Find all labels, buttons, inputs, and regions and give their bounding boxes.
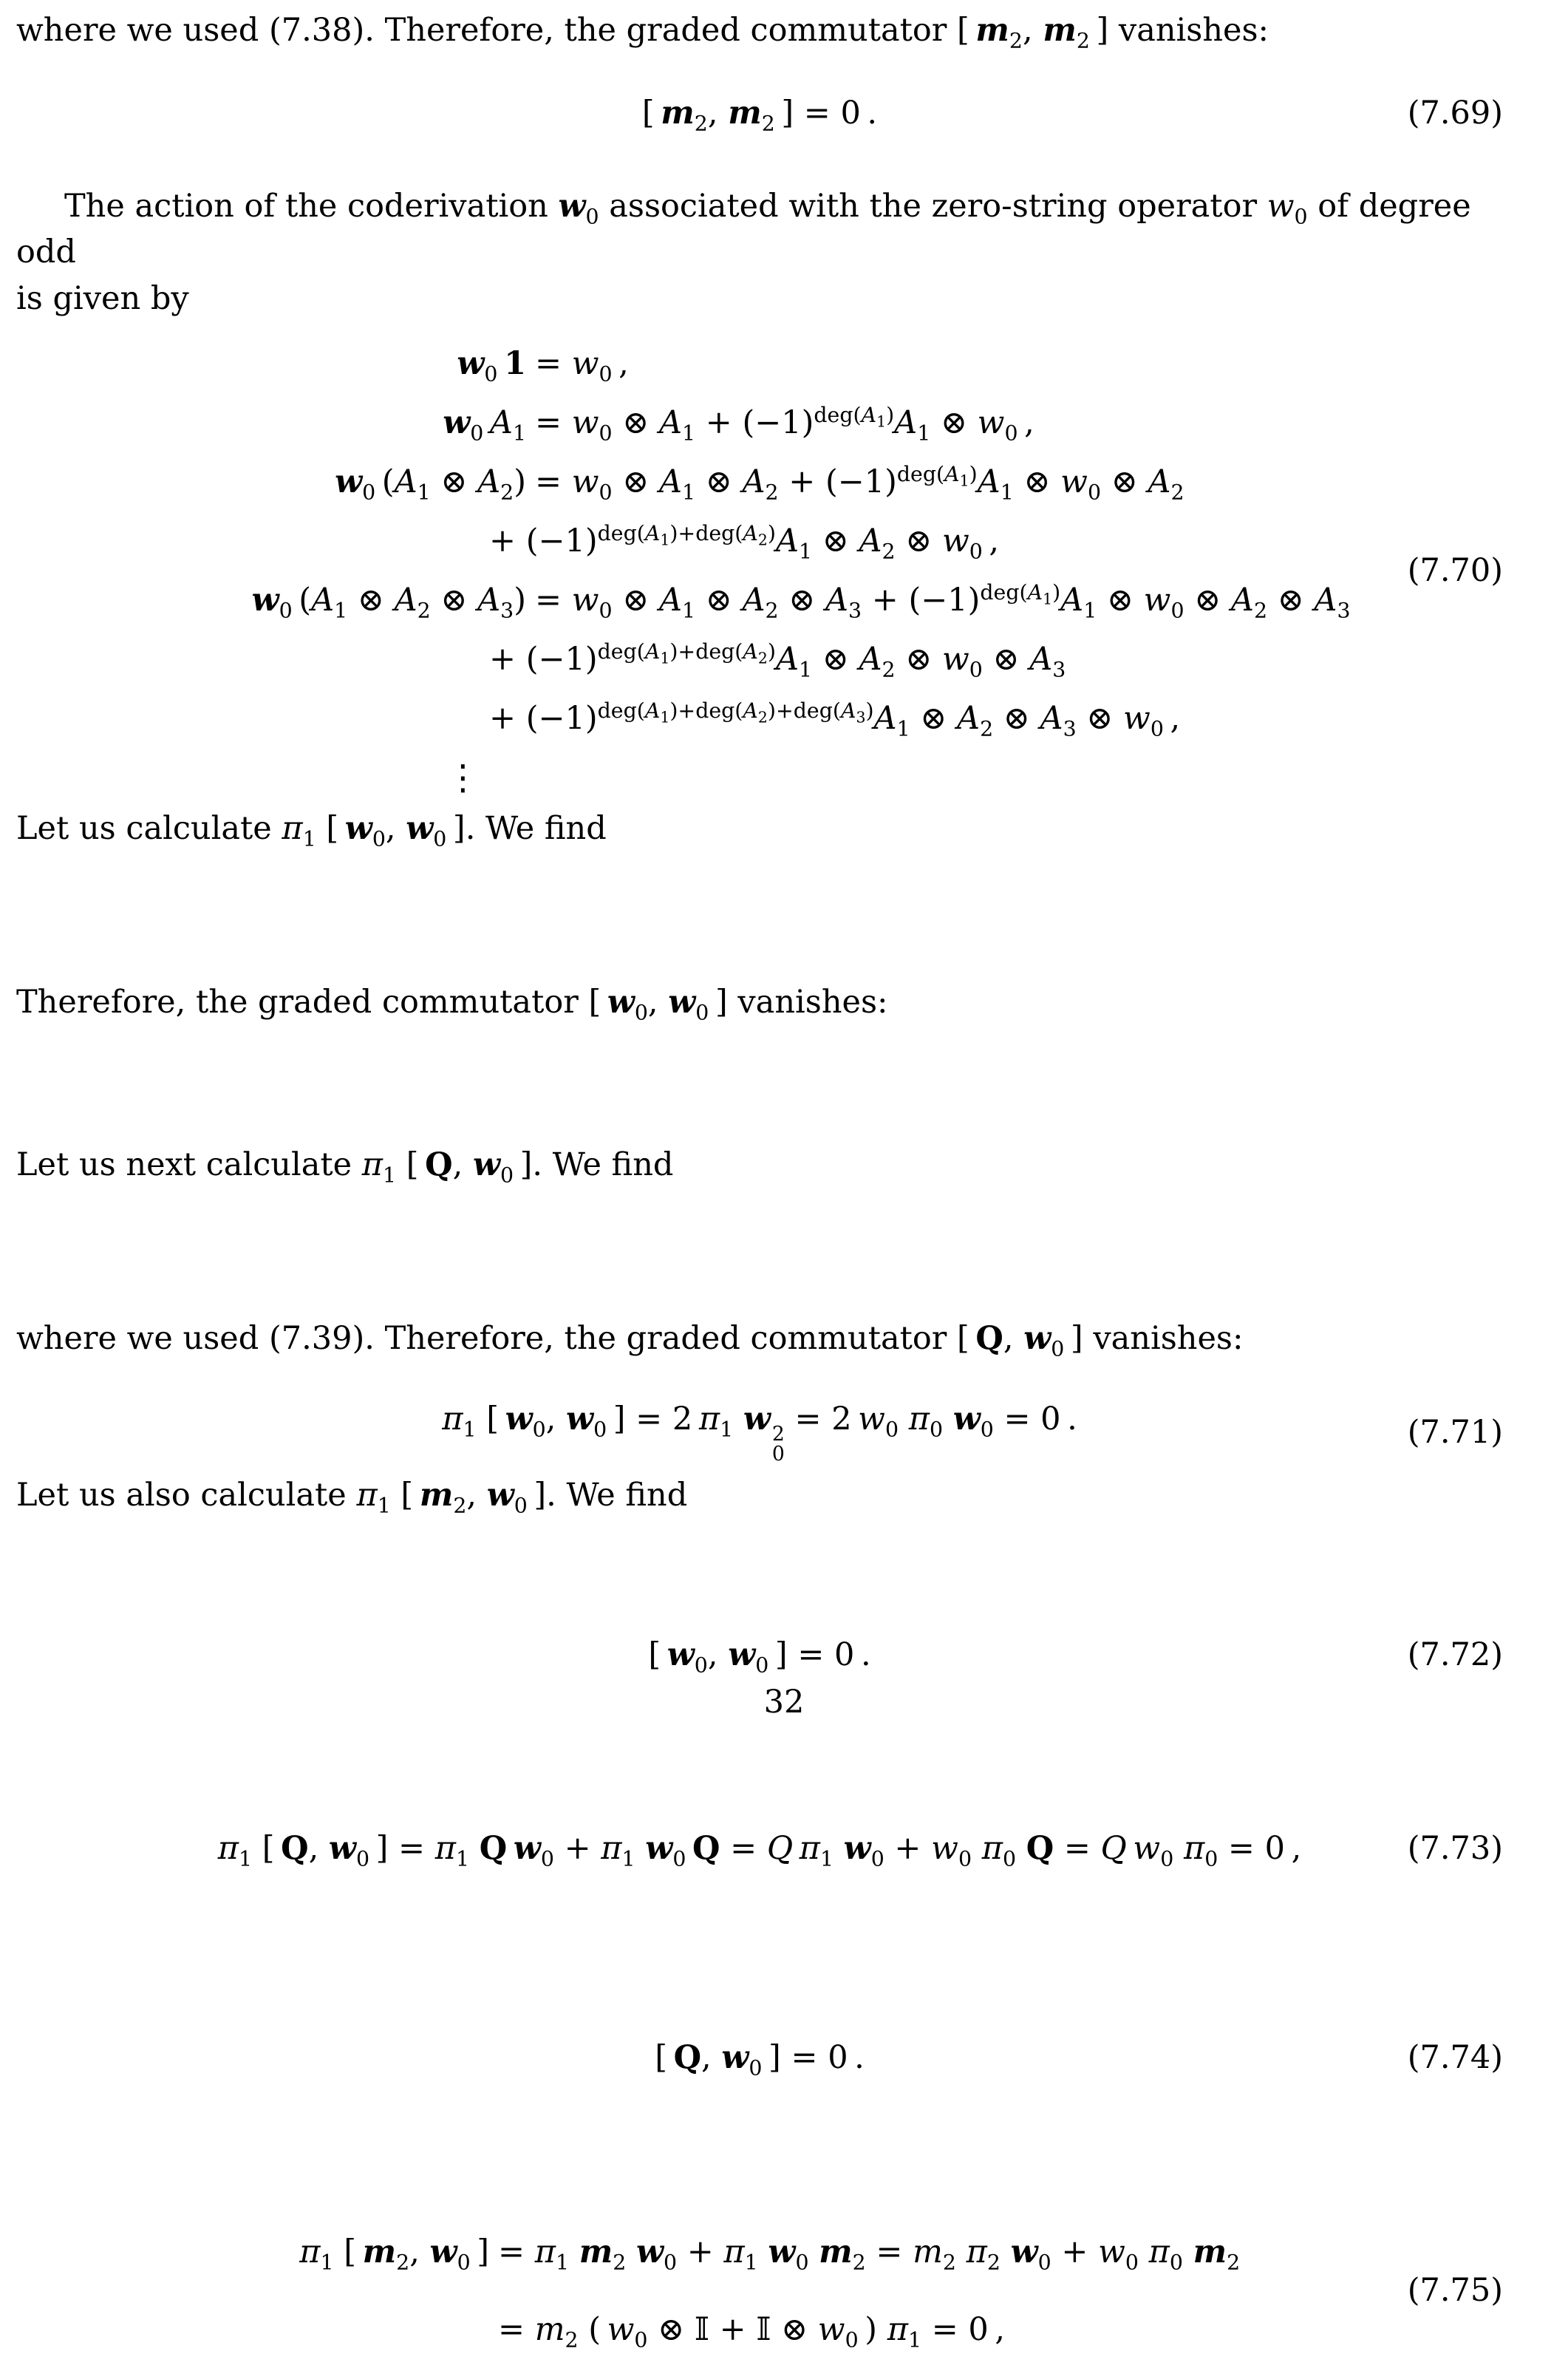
equation-7-75 (16, 2213, 1503, 2368)
equation-7-75-line-2 (16, 2290, 1503, 2368)
equation-7-74-body: [ Q, $w_0$ ] = 0 . (655, 2039, 865, 2080)
equation-7-69 (16, 95, 1503, 136)
equation-tag-7-75: (7.75) (1407, 2272, 1503, 2310)
equation-tag-7-73: (7.73) (1407, 1830, 1503, 1868)
equation-rhs: = $w_0$ ⊗ $A_1 + (-1)^{deg(A_1)}A_1$ ⊗ $w_0$ , (535, 402, 1034, 446)
equation-7-75-line-1 (16, 2213, 1503, 2290)
equation-rhs-continuation: + $(-1)^{deg(A_1)+deg(A_2)}A_1$ ⊗ $A_2$ ⊗ $w_0$ , (489, 520, 1000, 564)
vertical-dots: ⋮ (445, 757, 480, 798)
equation-lhs: $w_0$ $A_1$ (443, 404, 526, 446)
equation-7-72-body: [ $w_0$, $w_0$ ] = 0 . (648, 1636, 871, 1678)
equation-tag-7-70: (7.70) (1407, 552, 1503, 589)
page-number: 32 (763, 1684, 805, 1721)
equation-7-72 (16, 1636, 1503, 1678)
paragraph-calculate-m2-w0: Let us also calculate $\pi_1$ [ $m_2$, $w_0$ ]. We find (16, 1477, 688, 1518)
equation-lhs: $w_0$ 1 (457, 345, 526, 387)
equation-7-70-line-5 (16, 571, 1503, 630)
paragraph-commutator-w0-w0: Therefore, the graded commutator [ $w_0$, $w_0$ ] vanishes: (16, 984, 888, 1025)
paragraph-calculate-w0-w0: Let us calculate $\pi_1$ [ $w_0$, $w_0$ ]. We find (16, 810, 607, 851)
equation-7-73-body: $\pi_1$ [ Q, $w_0$ ] = $\pi_1$ Q $w_0 + \pi_1$ $w_0$ Q = Q $\pi_1$ $w_0 + w_0$ $\pi_0$ Q = Q $w_0$ $\pi_0 = 0$ , (217, 1830, 1302, 1871)
equation-7-71-body: $\pi_1$ [ $w_0$, $w_0$ ] = 2 $\pi_1$ w 2 0 = 2 $w_0$ $\pi_0$ $w_0 = 0$ . (442, 1401, 1077, 1466)
equation-7-70-line-1 (16, 334, 1503, 393)
paragraph-coderivation-intro: The action of the coderivation $w_0$ associated with the zero-string operator $w_0$ of degree odd is given by (16, 188, 1471, 317)
equation-7-69-body: [ $m_2$, $m_2$ ] = 0 . (641, 95, 878, 136)
equation-rhs: = $w_0$ ⊗ $A_1$ ⊗ $A_2 + (-1)^{deg(A_1)}A_1$ ⊗ $w_0$ ⊗ $A_2$ (535, 461, 1184, 505)
equation-7-71 (16, 1401, 1503, 1464)
equation-rhs: = $w_0$ ⊗ $A_1$ ⊗ $A_2$ ⊗ $A_3 + (-1)^{deg(A_1)}A_1$ ⊗ $w_0$ ⊗ $A_2$ ⊗ $A_3$ (535, 579, 1351, 623)
equation-rhs: = $m_2$ ( $w_0$ ⊗ 𝕀 + 𝕀 ⊗ $w_0$ ) $\pi_1 = 0$ , (498, 2310, 1006, 2352)
equation-7-70-line-6 (16, 630, 1503, 689)
equation-7-70-line-2 (16, 393, 1503, 452)
equation-tag-7-74: (7.74) (1407, 2039, 1503, 2077)
equation-7-70-line-4 (16, 511, 1503, 571)
equation-7-74 (16, 2039, 1503, 2080)
paragraph-used-7-38: where we used (7.38). Therefore, the graded commutator [ $m_2$, $m_2$ ] vanishes: (16, 12, 1269, 53)
paragraph-calculate-q-w0: Let us next calculate $\pi_1$ [ Q, $w_0$ ]. We find (16, 1146, 674, 1188)
equation-7-70 (16, 334, 1503, 807)
equation-rhs-continuation: + $(-1)^{deg(A_1)+deg(A_2)}A_1$ ⊗ $A_2$ ⊗ $w_0$ ⊗ $A_3$ (489, 639, 1066, 682)
paragraph-used-7-39: where we used (7.39). Therefore, the graded commutator [ Q, $w_0$ ] vanishes: (16, 1320, 1244, 1361)
equation-lhs: $\pi_1$ [ $m_2$, $w_0$ ] (299, 2233, 489, 2275)
equation-lhs: $w_0$ ($A_1$ ⊗ $A_2$ ⊗ $A_3$) (251, 582, 526, 623)
equation-7-73 (16, 1830, 1503, 1871)
equation-7-70-line-3 (16, 452, 1503, 511)
equation-rhs-continuation: + $(-1)^{deg(A_1)+deg(A_2)+deg(A_3)}A_1$ ⊗ $A_2$ ⊗ $A_3$ ⊗ $w_0$ , (489, 698, 1181, 741)
equation-7-70-vdots (16, 748, 1503, 807)
equation-7-70-line-7 (16, 689, 1503, 748)
equation-rhs: = $w_0$ , (535, 345, 629, 387)
equation-tag-7-71: (7.71) (1407, 1414, 1503, 1452)
equation-tag-7-72: (7.72) (1407, 1636, 1503, 1674)
equation-tag-7-69: (7.69) (1407, 95, 1503, 132)
equation-rhs: = $\pi_1$ $m_2$ $w_0 + \pi_1$ $w_0$ $m_2 = m_2$ $\pi_2$ $w_0 + w_0$ $\pi_0$ $m_2$ (498, 2233, 1241, 2275)
equation-lhs: $w_0$ ($A_1$ ⊗ $A_2$) (335, 463, 526, 505)
